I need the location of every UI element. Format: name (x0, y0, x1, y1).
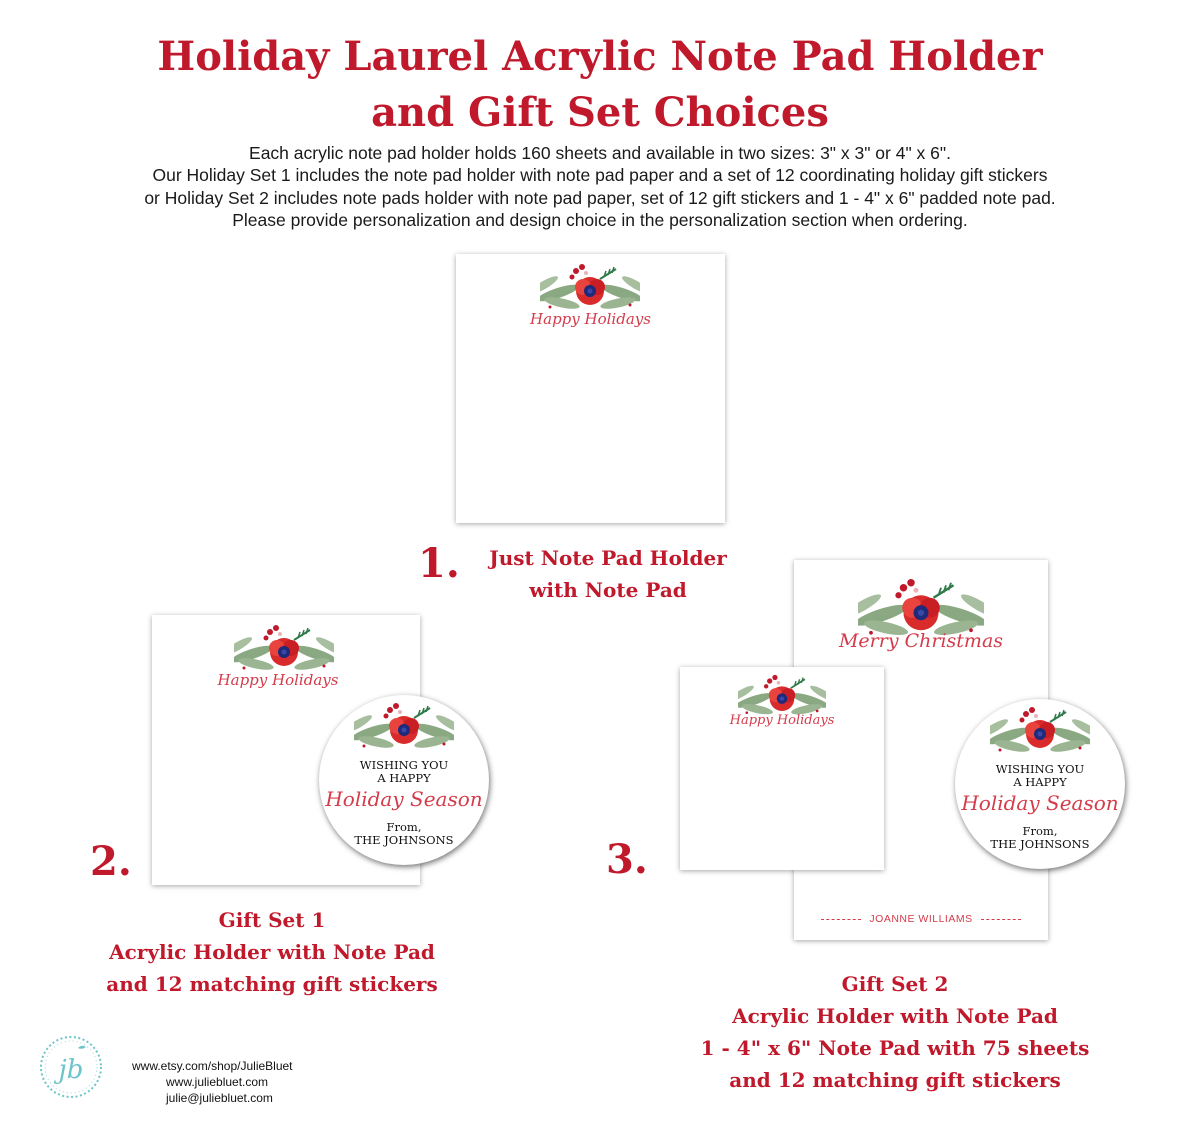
sticker-line-2: A HAPPY (377, 771, 431, 785)
caption-line: Just Note Pad Holder (489, 546, 727, 570)
pad-greeting: Happy Holidays (217, 671, 339, 689)
sticker-name: THE JOHNSONS (990, 837, 1090, 851)
logo-text: jb (58, 1055, 84, 1085)
caption-line: Acrylic Holder with Note Pad (732, 1004, 1058, 1028)
description-line-4: Please provide personalization and design choice in the personalization section when ordering. (232, 210, 968, 230)
juliebluet-logo (38, 1034, 104, 1100)
contact-website-link[interactable]: www.juliebluet.com (166, 1075, 269, 1089)
option-2-caption (100, 904, 444, 1000)
description-line-2: Our Holiday Set 1 includes the note pad holder with note pad paper and a set of 12 coordinating holiday gift stickers (152, 165, 1048, 185)
sticker-script: Holiday Season (325, 787, 483, 811)
option-3-caption (700, 968, 1090, 1096)
floral-laurel-icon (354, 699, 454, 755)
sticker-from: From, (1022, 824, 1058, 838)
option-1-number: 1. (418, 540, 460, 587)
caption-line: Acrylic Holder with Note Pad (109, 940, 435, 964)
sticker-script: Holiday Season (961, 791, 1119, 815)
option-3-gift-sticker (955, 699, 1125, 869)
large-pad-name-row (794, 913, 1048, 925)
sticker-from: From, (386, 820, 422, 834)
dash-ornament (821, 919, 861, 920)
dash-ornament (981, 919, 1021, 920)
option-1-caption (470, 542, 746, 606)
pad-greeting: Happy Holidays (729, 713, 835, 728)
large-pad-name: JOANNE WILLIAMS (869, 913, 973, 925)
option-2-gift-sticker (319, 695, 489, 865)
option-2-number: 2. (90, 838, 132, 885)
sticker-line-1: WISHING YOU (995, 762, 1085, 776)
description-line-3: or Holiday Set 2 includes note pads holder with note pad paper, set of 12 gift stickers and 1 - 4" x 6" padded note pad. (144, 188, 1056, 208)
sticker-name: THE JOHNSONS (354, 833, 454, 847)
large-pad-greeting: Merry Christmas (838, 630, 1004, 652)
caption-line: with Note Pad (529, 578, 687, 602)
floral-laurel-icon (234, 621, 334, 677)
option-3-number: 3. (606, 836, 648, 883)
caption-line: 1 - 4" x 6" Note Pad with 75 sheets (700, 1036, 1090, 1060)
page-title-line-2: and Gift Set Choices (371, 89, 829, 136)
caption-line: Gift Set 1 (218, 908, 326, 932)
option-3-note-pad (680, 667, 884, 870)
page-title-line-1: Holiday Laurel Acrylic Note Pad Holder (157, 33, 1043, 80)
description-line-1: Each acrylic note pad holder holds 160 sheets and available in two sizes: 3" x 3" or 4" x 6". (249, 143, 951, 163)
option-1-note-pad (456, 254, 725, 523)
floral-laurel-icon (540, 260, 640, 316)
caption-line: Gift Set 2 (841, 972, 949, 996)
pad-greeting: Happy Holidays (530, 310, 651, 328)
caption-line: and 12 matching gift stickers (729, 1068, 1061, 1092)
contact-email-link[interactable]: julie@juliebluet.com (166, 1091, 273, 1105)
contact-etsy-link[interactable]: www.etsy.com/shop/JulieBluet (132, 1059, 293, 1073)
sticker-line-2: A HAPPY (1013, 775, 1067, 789)
sticker-line-1: WISHING YOU (359, 758, 449, 772)
floral-laurel-icon (990, 703, 1090, 759)
caption-line: and 12 matching gift stickers (106, 972, 438, 996)
